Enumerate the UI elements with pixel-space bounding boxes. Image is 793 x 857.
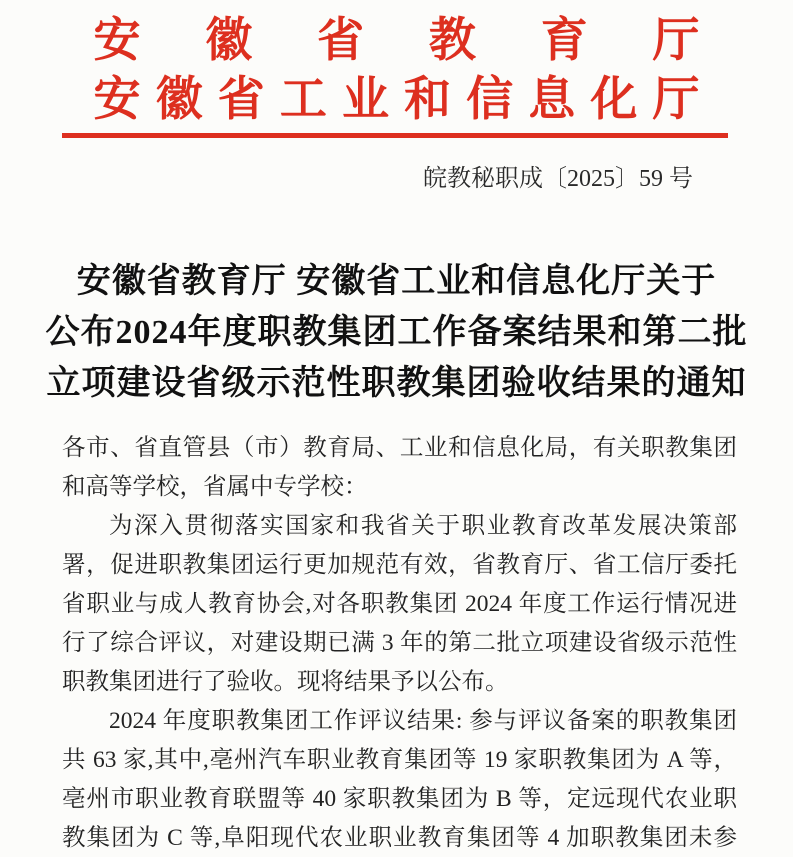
letterhead-character: 和 (404, 74, 452, 126)
letterhead-character: 省 (217, 74, 265, 126)
document-body (62, 429, 737, 857)
notice-title-line: 公布2024年度职教集团工作备案结果和第二批 (45, 314, 748, 351)
body-line: 亳州市职业教育联盟等 40 家职教集团为 B 等，定远现代农业职 (62, 786, 737, 812)
body-line: 省职业与成人教育协会,对各职教集团 2024 年度工作运行情况进 (62, 591, 737, 617)
document-number: 皖教秘职成〔2025〕59 号 (423, 166, 693, 192)
letterhead (94, 0, 700, 130)
letterhead-line-issuer-2 (94, 71, 700, 130)
letterhead-character: 育 (540, 15, 588, 67)
letterhead-character: 省 (317, 15, 365, 67)
letterhead-character: 厅 (652, 15, 700, 67)
body-line: 和高等学校，省属中专学校： (62, 474, 368, 500)
letterhead-divider-rule (62, 133, 728, 138)
body-line: 行了综合评议，对建设期已满 3 年的第二批立项建设省级示范性 (62, 630, 737, 656)
notice-title-line: 安徽省教育厅 安徽省工业和信息化厅关于 (76, 263, 717, 300)
notice-title (0, 256, 793, 409)
letterhead-character: 化 (590, 74, 638, 126)
letterhead-character: 安 (93, 15, 141, 67)
body-line: 署，促进职教集团运行更加规范有效，省教育厅、省工信厅委托 (62, 552, 737, 578)
body-line: 职教集团进行了验收。现将结果予以公布。 (62, 669, 509, 695)
letterhead-character: 息 (528, 74, 576, 126)
body-line: 各市、省直管县（市）教育局、工业和信息化局，有关职教集团 (62, 435, 737, 461)
letterhead-line-issuer-1 (94, 12, 700, 71)
letterhead-character: 徽 (155, 74, 203, 126)
letterhead-character: 教 (428, 15, 476, 67)
letterhead-character: 徽 (205, 15, 253, 67)
body-line: 为深入贯彻落实国家和我省关于职业教育改革发展决策部 (109, 513, 737, 539)
letterhead-character: 厅 (652, 74, 700, 126)
letterhead-character: 工 (279, 74, 327, 126)
letterhead-character: 信 (466, 74, 514, 126)
letterhead-character: 业 (341, 74, 389, 126)
letterhead-character: 安 (93, 74, 141, 126)
body-line: 2024 年度职教集团工作评议结果: 参与评议备案的职教集团 (109, 708, 737, 734)
body-line: 共 63 家,其中,亳州汽车职业教育集团等 19 家职教集团为 A 等， (62, 747, 737, 773)
notice-title-line: 立项建设省级示范性职教集团验收结果的通知 (46, 365, 747, 402)
body-line: 教集团为 C 等,阜阳现代农业职业教育集团等 4 加职教集团未参 (62, 825, 737, 851)
